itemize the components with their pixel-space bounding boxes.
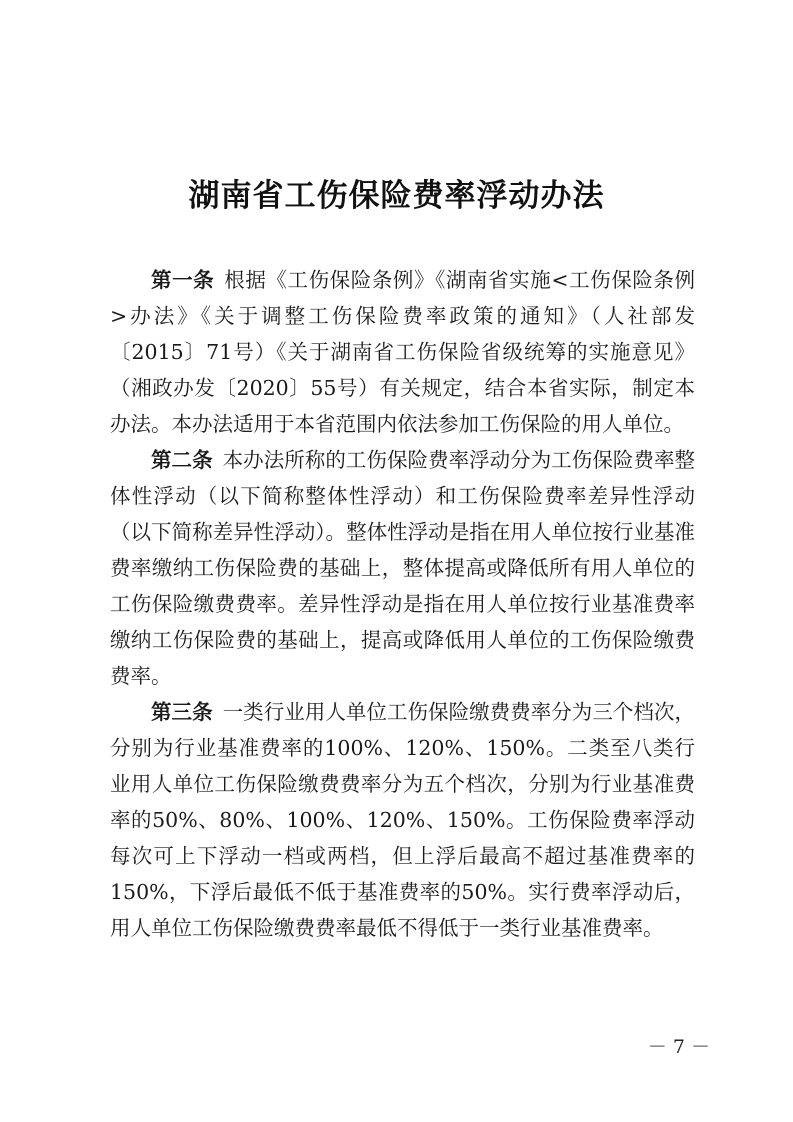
document-title: 湖南省工伤保险费率浮动办法 — [188, 178, 605, 214]
article-1 — [110, 262, 695, 442]
article-3 — [110, 694, 695, 946]
article-2 — [110, 442, 695, 694]
page-number: － 7 － — [647, 1036, 710, 1058]
article-label: 第三条 — [151, 700, 213, 724]
article-text: 本办法所称的工伤保险费率浮动分为工伤保险费率整体性浮动（以下简称整体性浮动）和工伤保险费率差异性浮动（以下简称差异性浮动）。整体性浮动是指在用人单位按行业基准费率缴纳工伤保险费的基础上，整体提高或降低所有用人单位的工伤保险缴费费率。差异性浮动是指在用人单位按行业基准费率缴纳工伤保险费的基础上，提高或降低用人单位的工伤保险缴费费率。 — [110, 448, 696, 688]
article-text: 根据《工伤保险条例》《湖南省实施<工伤保险条例>办法》《关于调整工伤保险费率政策的通知》（人社部发〔2015〕71号）《关于湖南省工伤保险省级统筹的实施意见》（湘政办发〔2020〕55号）有关规定，结合本省实际，制定本办法。本办法适用于本省范围内依法参加工伤保险的用人单位。 — [110, 268, 695, 436]
document-body — [110, 262, 695, 946]
article-text: 一类行业用人单位工伤保险缴费费率分为三个档次，分别为行业基准费率的100%、120%、150%。二类至八类行业用人单位工伤保险缴费费率分为五个档次，分别为行业基准费率的50%、80%、100%、120%、150%。工伤保险费率浮动每次可上下浮动一档或两档，但上浮后最高不超过基准费率的150%，下浮后最低不低于基准费率的50%。实行费率浮动后，用人单位工伤保险缴费费率最低不得低于一类行业基准费率。 — [110, 700, 696, 940]
article-label: 第一条 — [151, 268, 215, 292]
article-label: 第二条 — [151, 448, 213, 472]
